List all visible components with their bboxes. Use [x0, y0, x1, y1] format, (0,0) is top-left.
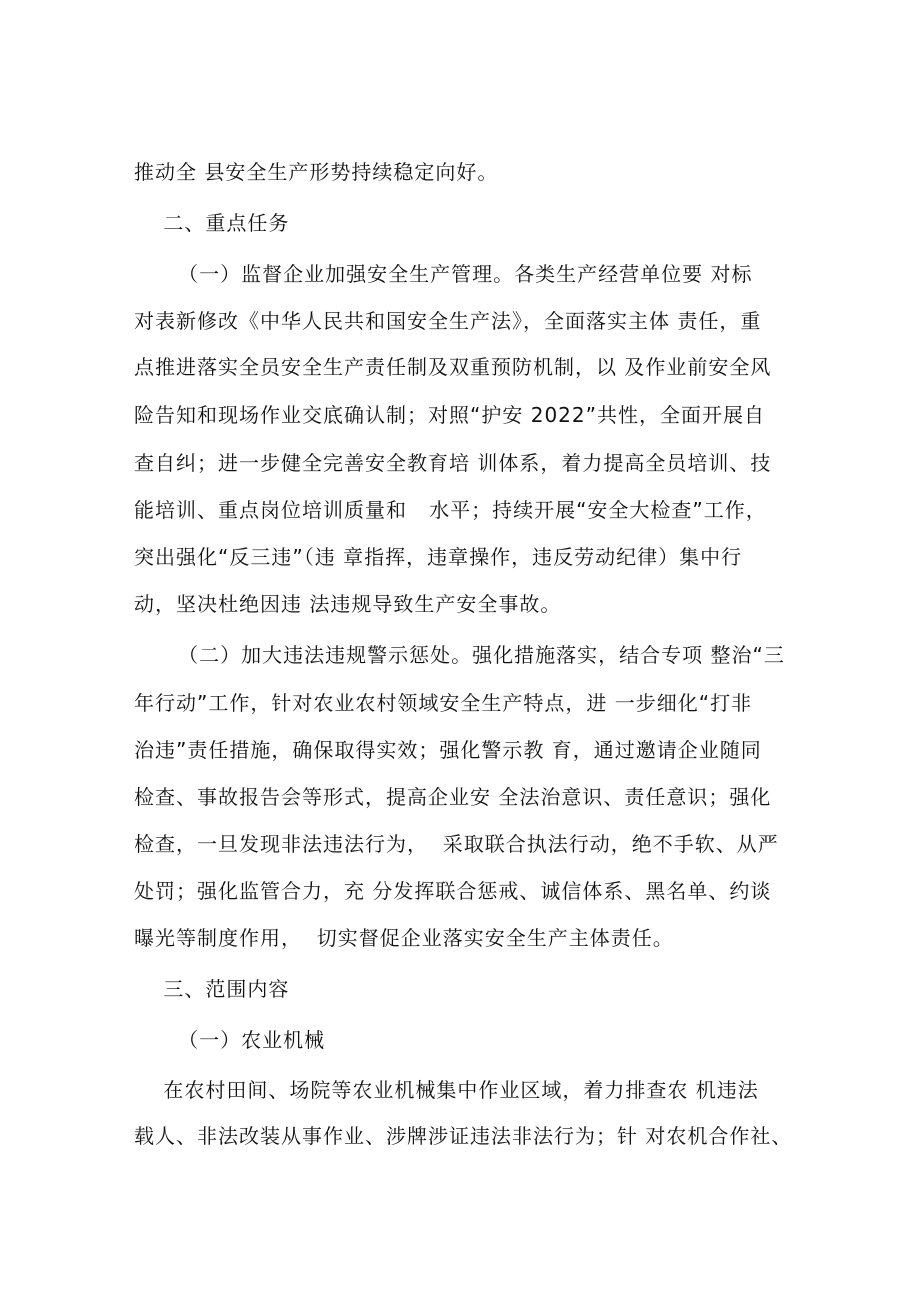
section-heading: 二、重点任务 — [134, 211, 290, 235]
paragraph-line: 曝光等制度作用， 切实督促企业落实安全生产主体责任。 — [134, 926, 674, 950]
paragraph-line: 能培训、重点岗位培训质量和 水平；持续开展“安全大检查”工作， — [134, 498, 767, 522]
subsection-heading: （一）农业机械 — [134, 1028, 326, 1052]
paragraph-line: 对表新修改《中华人民共和国安全生产法》，全面落实主体 责任，重 — [134, 309, 762, 333]
paragraph-line: 推动全 县安全生产形势持续稳定向好。 — [134, 160, 499, 184]
paragraph-line: 处罚；强化监管合力，充 分发挥联合惩戒、诚信体系、黑名单、约谈 — [134, 879, 772, 903]
paragraph-line: 检查，一旦发现非法违法行为， 采取联合执法行动，绝不手软、从严 — [134, 832, 779, 856]
paragraph-line: 点推进落实全员安全生产责任制及双重预防机制，以 及作业前安全风 — [134, 355, 772, 379]
paragraph-line: 载人、非法改装从事作业、涉牌涉证违法非法行为；针 对农机合作社、 — [134, 1124, 793, 1148]
paragraph-line: 查自纠；进一步健全完善安全教育培 训体系，着力提高全员培训、技 — [134, 451, 772, 475]
paragraph-line: 在农村田间、场院等农业机械集中作业区域，着力排查农 机违法 — [134, 1078, 759, 1102]
paragraph-line: 年行动”工作，针对农业农村领域安全生产特点，进 一步细化“打非 — [134, 691, 753, 715]
paragraph-line: 治违”责任措施，确保取得实效；强化警示教 育，通过邀请企业随同 — [134, 738, 762, 762]
paragraph-line: 险告知和现场作业交底确认制；对照“护安 2022”共性，全面开展自 — [134, 403, 765, 427]
subsection-heading: （二）加大违法违规警示惩处。强化措施落实，结合专项 整治“三 — [134, 643, 785, 667]
paragraph-line: 突出强化“反三违”（违 章指挥，违章操作，违反劳动纪律）集中行 — [134, 545, 743, 569]
section-heading: 三、范围内容 — [134, 977, 290, 1001]
subsection-heading: （一）监督企业加强安全生产管理。各类生产经营单位要 对标 — [134, 262, 753, 286]
paragraph-line: 动，坚决杜绝因违 法违规导致生产安全事故。 — [134, 592, 562, 616]
paragraph-line: 检查、事故报告会等形式，提高企业安 全法治意识、责任意识；强化 — [134, 785, 772, 809]
